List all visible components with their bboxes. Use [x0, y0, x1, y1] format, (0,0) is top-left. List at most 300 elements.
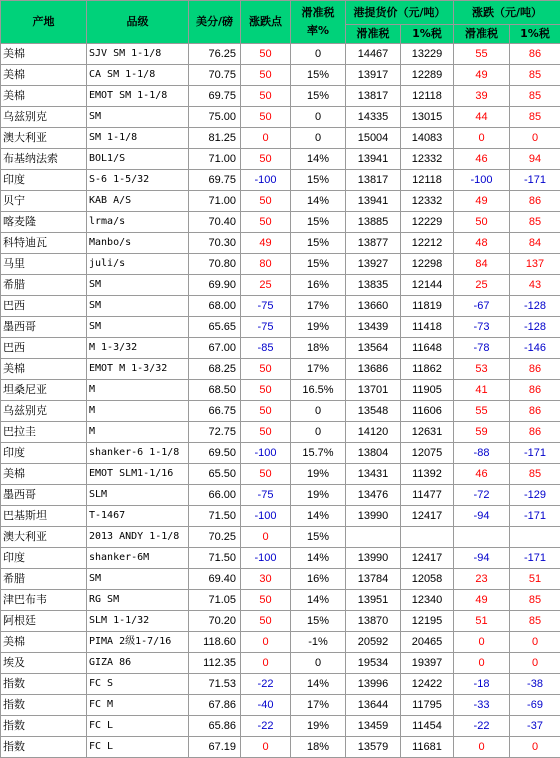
cell-change-points: -75 [241, 296, 291, 317]
table-row [1, 590, 560, 611]
table-row [1, 233, 560, 254]
cell-origin: 墨西哥 [1, 485, 87, 506]
cell-grade: M [87, 422, 189, 443]
cell-origin: 阿根廷 [1, 611, 87, 632]
cell-port-1pct: 12075 [401, 443, 454, 464]
cell-sliding-tax-rate: 15% [291, 527, 346, 548]
table-row [1, 107, 560, 128]
cell-change-points: -100 [241, 443, 291, 464]
cell-change-points: 50 [241, 359, 291, 380]
table-row [1, 548, 560, 569]
cell-grade: EMOT SLM1-1/16 [87, 464, 189, 485]
cell-change-sliding: 0 [454, 653, 510, 674]
cell-change-points: -22 [241, 674, 291, 695]
cell-change-sliding: -18 [454, 674, 510, 695]
cell-change-1pct: -37 [510, 716, 560, 737]
cell-change-points: 0 [241, 653, 291, 674]
table-row [1, 443, 560, 464]
cell-change-points: -100 [241, 506, 291, 527]
header-port-sliding: 滑准税 [346, 25, 401, 44]
cell-change-sliding: 0 [454, 737, 510, 758]
cell-port-sliding: 13804 [346, 443, 401, 464]
table-row [1, 65, 560, 86]
cell-grade: SM [87, 569, 189, 590]
cell-usd-price: 67.00 [189, 338, 241, 359]
cell-port-1pct: 12289 [401, 65, 454, 86]
cell-sliding-tax-rate: 0 [291, 653, 346, 674]
cell-port-1pct: 12332 [401, 191, 454, 212]
cell-change-points: 50 [241, 401, 291, 422]
cell-origin: 墨西哥 [1, 317, 87, 338]
cell-port-sliding: 13579 [346, 737, 401, 758]
cell-sliding-tax-rate: 14% [291, 674, 346, 695]
cell-sliding-tax-rate: 17% [291, 695, 346, 716]
cell-change-1pct: 86 [510, 191, 560, 212]
table-row [1, 380, 560, 401]
cell-change-1pct: 94 [510, 149, 560, 170]
cell-sliding-tax-rate: 15% [291, 254, 346, 275]
cell-sliding-tax-rate: 0 [291, 107, 346, 128]
cell-port-sliding: 13686 [346, 359, 401, 380]
cell-change-1pct: 86 [510, 359, 560, 380]
cell-usd-price: 67.86 [189, 695, 241, 716]
cell-port-1pct: 11905 [401, 380, 454, 401]
cell-port-sliding: 14335 [346, 107, 401, 128]
cell-change-sliding [454, 527, 510, 548]
cell-usd-price: 69.40 [189, 569, 241, 590]
cell-change-points: 50 [241, 422, 291, 443]
cell-port-sliding: 13459 [346, 716, 401, 737]
cell-origin: 指数 [1, 716, 87, 737]
cell-change-points: 80 [241, 254, 291, 275]
cell-change-1pct: 137 [510, 254, 560, 275]
cell-port-1pct: 13229 [401, 44, 454, 65]
cell-port-sliding: 20592 [346, 632, 401, 653]
cell-port-sliding: 13917 [346, 65, 401, 86]
cell-port-sliding: 13990 [346, 548, 401, 569]
cell-sliding-tax-rate: 0 [291, 44, 346, 65]
cell-port-1pct: 13015 [401, 107, 454, 128]
cell-sliding-tax-rate: 0 [291, 401, 346, 422]
cell-usd-price: 69.50 [189, 443, 241, 464]
table-row [1, 527, 560, 548]
cell-change-1pct: 0 [510, 632, 560, 653]
cell-usd-price: 71.50 [189, 548, 241, 569]
cell-usd-price: 70.20 [189, 611, 241, 632]
cell-origin: 布基纳法索 [1, 149, 87, 170]
table-row [1, 275, 560, 296]
cell-change-sliding: 39 [454, 86, 510, 107]
table-body [1, 44, 560, 758]
cell-grade: GIZA 86 [87, 653, 189, 674]
cell-change-1pct: 86 [510, 422, 560, 443]
cell-change-1pct: -171 [510, 506, 560, 527]
cell-origin: 美棉 [1, 359, 87, 380]
cell-sliding-tax-rate: 15% [291, 170, 346, 191]
cell-port-1pct: 12417 [401, 506, 454, 527]
cell-change-sliding: 49 [454, 590, 510, 611]
cell-origin: 贝宁 [1, 191, 87, 212]
cell-port-sliding: 13941 [346, 191, 401, 212]
cell-change-points: 49 [241, 233, 291, 254]
cell-grade: SJV SM 1-1/8 [87, 44, 189, 65]
cell-port-1pct: 11392 [401, 464, 454, 485]
cell-port-1pct: 12332 [401, 149, 454, 170]
cell-port-sliding: 13784 [346, 569, 401, 590]
cell-change-sliding: 41 [454, 380, 510, 401]
cell-usd-price: 65.65 [189, 317, 241, 338]
cell-grade: SM [87, 107, 189, 128]
cell-origin: 马里 [1, 254, 87, 275]
cell-grade: BOL1/S [87, 149, 189, 170]
cell-port-1pct: 11819 [401, 296, 454, 317]
cell-sliding-tax-rate: 16% [291, 569, 346, 590]
cell-origin: 指数 [1, 695, 87, 716]
cell-change-1pct: -69 [510, 695, 560, 716]
cell-sliding-tax-rate: 15% [291, 212, 346, 233]
cell-sliding-tax-rate: 18% [291, 737, 346, 758]
table-row [1, 632, 560, 653]
cell-change-points: 50 [241, 191, 291, 212]
cell-usd-price: 71.05 [189, 590, 241, 611]
cell-change-1pct: 0 [510, 653, 560, 674]
cell-port-sliding: 13835 [346, 275, 401, 296]
cell-origin: 美棉 [1, 44, 87, 65]
cell-usd-price: 81.25 [189, 128, 241, 149]
cell-change-1pct: 0 [510, 128, 560, 149]
header-change: 涨跌（元/吨） [454, 1, 560, 25]
cell-grade: RG SM [87, 590, 189, 611]
cell-origin: 指数 [1, 737, 87, 758]
cell-change-sliding: 25 [454, 275, 510, 296]
cell-usd-price: 65.50 [189, 464, 241, 485]
cell-port-sliding: 13951 [346, 590, 401, 611]
cell-change-1pct: 0 [510, 737, 560, 758]
cell-change-1pct: 43 [510, 275, 560, 296]
table-row [1, 338, 560, 359]
cell-change-sliding: 55 [454, 401, 510, 422]
cell-change-sliding: 55 [454, 44, 510, 65]
cell-change-sliding: 49 [454, 191, 510, 212]
cell-sliding-tax-rate: 15% [291, 233, 346, 254]
table-row [1, 359, 560, 380]
cell-change-points: 0 [241, 632, 291, 653]
cell-sliding-tax-rate: 17% [291, 296, 346, 317]
cell-change-points: 50 [241, 107, 291, 128]
cell-change-sliding: -67 [454, 296, 510, 317]
cell-port-sliding: 13660 [346, 296, 401, 317]
cell-usd-price: 65.86 [189, 716, 241, 737]
cell-port-sliding: 13476 [346, 485, 401, 506]
cell-usd-price: 69.75 [189, 86, 241, 107]
cell-change-sliding: -73 [454, 317, 510, 338]
header-origin: 产地 [1, 1, 87, 44]
cell-port-sliding: 13996 [346, 674, 401, 695]
cell-usd-price: 71.00 [189, 149, 241, 170]
cell-change-1pct: 85 [510, 212, 560, 233]
cell-change-points: 50 [241, 380, 291, 401]
cell-port-1pct: 11862 [401, 359, 454, 380]
cell-change-sliding: 53 [454, 359, 510, 380]
cell-change-points: -100 [241, 548, 291, 569]
cell-origin: 美棉 [1, 632, 87, 653]
cell-change-points: 0 [241, 527, 291, 548]
cell-change-1pct: 86 [510, 44, 560, 65]
cell-grade: EMOT SM 1-1/8 [87, 86, 189, 107]
cell-sliding-tax-rate: 16% [291, 275, 346, 296]
cell-change-1pct: -171 [510, 548, 560, 569]
cell-port-sliding: 13644 [346, 695, 401, 716]
cell-change-sliding: -94 [454, 548, 510, 569]
cell-change-sliding: 23 [454, 569, 510, 590]
cell-usd-price: 67.19 [189, 737, 241, 758]
header-port-price: 港提货价（元/吨） [346, 1, 454, 25]
cell-usd-price: 69.90 [189, 275, 241, 296]
header-change-1pct: 1%税 [510, 25, 560, 44]
header-change-points: 涨跌点 [241, 1, 291, 44]
cell-change-sliding: -94 [454, 506, 510, 527]
cell-sliding-tax-rate: 0 [291, 128, 346, 149]
cell-change-sliding: -22 [454, 716, 510, 737]
cell-origin: 科特迪瓦 [1, 233, 87, 254]
table-row [1, 485, 560, 506]
cell-port-sliding: 15004 [346, 128, 401, 149]
cell-origin: 乌兹别克 [1, 401, 87, 422]
header-change-sliding: 滑准税 [454, 25, 510, 44]
cell-sliding-tax-rate: 0 [291, 422, 346, 443]
cell-origin: 巴西 [1, 338, 87, 359]
cell-change-points: 50 [241, 44, 291, 65]
cell-origin: 巴拉圭 [1, 422, 87, 443]
cell-change-sliding: 46 [454, 464, 510, 485]
cell-change-1pct: -171 [510, 170, 560, 191]
cell-change-points: 25 [241, 275, 291, 296]
cell-port-1pct: 12417 [401, 548, 454, 569]
cell-port-sliding: 13431 [346, 464, 401, 485]
table-row [1, 674, 560, 695]
header-usd-price: 美分/磅 [189, 1, 241, 44]
cell-grade: CA SM 1-1/8 [87, 65, 189, 86]
cell-sliding-tax-rate: 16.5% [291, 380, 346, 401]
cell-grade: shanker-6M [87, 548, 189, 569]
cell-change-sliding: 50 [454, 212, 510, 233]
cell-port-1pct: 12298 [401, 254, 454, 275]
cell-grade: SM 1-1/8 [87, 128, 189, 149]
cell-change-1pct: 86 [510, 401, 560, 422]
cell-change-sliding: 46 [454, 149, 510, 170]
cell-change-1pct: 85 [510, 464, 560, 485]
cell-change-sliding: -100 [454, 170, 510, 191]
cell-port-sliding: 14120 [346, 422, 401, 443]
cell-change-1pct: 85 [510, 590, 560, 611]
cell-origin: 指数 [1, 674, 87, 695]
cell-usd-price: 70.75 [189, 65, 241, 86]
cell-origin: 埃及 [1, 653, 87, 674]
cell-change-points: 50 [241, 611, 291, 632]
cell-port-1pct: 12144 [401, 275, 454, 296]
table-row [1, 149, 560, 170]
cell-grade: PIMA 2级1-7/16 [87, 632, 189, 653]
cell-port-sliding: 13870 [346, 611, 401, 632]
table-row [1, 254, 560, 275]
cell-sliding-tax-rate: 19% [291, 317, 346, 338]
cell-change-sliding: 44 [454, 107, 510, 128]
cell-change-sliding: -88 [454, 443, 510, 464]
cell-change-1pct: 85 [510, 65, 560, 86]
cell-change-1pct: 84 [510, 233, 560, 254]
cell-port-sliding: 13701 [346, 380, 401, 401]
cell-usd-price: 69.75 [189, 170, 241, 191]
cell-change-1pct: 85 [510, 611, 560, 632]
table-row [1, 212, 560, 233]
cell-port-1pct: 14083 [401, 128, 454, 149]
table-row [1, 191, 560, 212]
cell-usd-price: 71.53 [189, 674, 241, 695]
cell-port-1pct: 12118 [401, 170, 454, 191]
cell-change-points: 30 [241, 569, 291, 590]
table-row [1, 716, 560, 737]
cell-usd-price: 118.60 [189, 632, 241, 653]
cell-port-1pct: 11454 [401, 716, 454, 737]
cell-origin: 巴西 [1, 296, 87, 317]
table-row [1, 317, 560, 338]
cell-origin: 美棉 [1, 86, 87, 107]
header-sliding-tax-rate: 滑准税率% [291, 1, 346, 44]
cell-sliding-tax-rate: 15.7% [291, 443, 346, 464]
cell-port-1pct: 12118 [401, 86, 454, 107]
cell-port-1pct: 12195 [401, 611, 454, 632]
cell-port-1pct: 12229 [401, 212, 454, 233]
cell-grade: SM [87, 275, 189, 296]
cell-change-1pct [510, 527, 560, 548]
cell-sliding-tax-rate: 14% [291, 191, 346, 212]
cell-port-sliding: 13817 [346, 86, 401, 107]
cell-sliding-tax-rate: 14% [291, 548, 346, 569]
cell-usd-price: 70.80 [189, 254, 241, 275]
cell-usd-price: 66.75 [189, 401, 241, 422]
cell-origin: 希腊 [1, 569, 87, 590]
cell-grade: SM [87, 317, 189, 338]
cell-grade: shanker-6 1-1/8 [87, 443, 189, 464]
cell-change-points: 50 [241, 65, 291, 86]
cell-change-1pct: 86 [510, 380, 560, 401]
cell-port-1pct [401, 527, 454, 548]
cell-port-sliding: 13885 [346, 212, 401, 233]
cell-change-sliding: 49 [454, 65, 510, 86]
cell-port-1pct: 12422 [401, 674, 454, 695]
cell-port-1pct: 11795 [401, 695, 454, 716]
cell-port-sliding: 13564 [346, 338, 401, 359]
cell-origin: 喀麦隆 [1, 212, 87, 233]
cell-change-1pct: -146 [510, 338, 560, 359]
cell-grade: FC L [87, 716, 189, 737]
cell-port-1pct: 11681 [401, 737, 454, 758]
cell-grade: SM [87, 296, 189, 317]
table-row [1, 401, 560, 422]
cell-port-sliding: 19534 [346, 653, 401, 674]
cell-port-sliding: 13817 [346, 170, 401, 191]
cell-change-points: -85 [241, 338, 291, 359]
cell-change-points: 50 [241, 590, 291, 611]
cell-usd-price: 68.25 [189, 359, 241, 380]
cell-change-points: 50 [241, 464, 291, 485]
cell-usd-price: 70.30 [189, 233, 241, 254]
cell-change-1pct: -38 [510, 674, 560, 695]
header-port-1pct: 1%税 [401, 25, 454, 44]
cell-change-sliding: -72 [454, 485, 510, 506]
cell-sliding-tax-rate: 18% [291, 338, 346, 359]
cell-port-sliding: 13548 [346, 401, 401, 422]
cell-change-sliding: 51 [454, 611, 510, 632]
cell-sliding-tax-rate: 17% [291, 359, 346, 380]
cell-grade: lrma/s [87, 212, 189, 233]
cell-change-points: 0 [241, 128, 291, 149]
cell-port-sliding: 13941 [346, 149, 401, 170]
cell-origin: 印度 [1, 548, 87, 569]
cell-port-1pct: 11418 [401, 317, 454, 338]
cell-usd-price: 71.00 [189, 191, 241, 212]
cell-origin: 澳大利亚 [1, 128, 87, 149]
cell-sliding-tax-rate: 19% [291, 464, 346, 485]
cell-change-1pct: -129 [510, 485, 560, 506]
cell-port-1pct: 12340 [401, 590, 454, 611]
cell-grade: S-6 1-5/32 [87, 170, 189, 191]
table-row [1, 128, 560, 149]
table-row [1, 422, 560, 443]
cell-sliding-tax-rate: 15% [291, 611, 346, 632]
cell-port-sliding: 13990 [346, 506, 401, 527]
cell-grade: FC S [87, 674, 189, 695]
cell-origin: 津巴布韦 [1, 590, 87, 611]
cell-usd-price: 76.25 [189, 44, 241, 65]
table-row [1, 296, 560, 317]
cell-port-1pct: 11606 [401, 401, 454, 422]
cell-origin: 美棉 [1, 65, 87, 86]
cell-change-points: 50 [241, 212, 291, 233]
cell-usd-price: 70.25 [189, 527, 241, 548]
cell-change-points: -75 [241, 485, 291, 506]
cell-usd-price: 75.00 [189, 107, 241, 128]
cell-sliding-tax-rate: -1% [291, 632, 346, 653]
cell-usd-price: 71.50 [189, 506, 241, 527]
cell-grade: FC M [87, 695, 189, 716]
cell-origin: 巴基斯坦 [1, 506, 87, 527]
header-grade: 品级 [87, 1, 189, 44]
cell-port-1pct: 19397 [401, 653, 454, 674]
cell-change-points: 0 [241, 737, 291, 758]
table-row [1, 653, 560, 674]
cell-sliding-tax-rate: 19% [291, 716, 346, 737]
table-row [1, 506, 560, 527]
cell-change-1pct: -171 [510, 443, 560, 464]
cell-change-1pct: 51 [510, 569, 560, 590]
cell-sliding-tax-rate: 15% [291, 65, 346, 86]
cell-usd-price: 68.50 [189, 380, 241, 401]
cell-origin: 澳大利亚 [1, 527, 87, 548]
cell-usd-price: 112.35 [189, 653, 241, 674]
cell-change-points: 50 [241, 86, 291, 107]
cell-change-sliding: 84 [454, 254, 510, 275]
cell-grade: KAB A/S [87, 191, 189, 212]
cell-usd-price: 70.40 [189, 212, 241, 233]
cell-usd-price: 66.00 [189, 485, 241, 506]
cell-sliding-tax-rate: 14% [291, 590, 346, 611]
cell-origin: 印度 [1, 443, 87, 464]
cell-change-sliding: 0 [454, 632, 510, 653]
cell-port-1pct: 11648 [401, 338, 454, 359]
cell-change-1pct: -128 [510, 317, 560, 338]
cell-grade: M [87, 401, 189, 422]
